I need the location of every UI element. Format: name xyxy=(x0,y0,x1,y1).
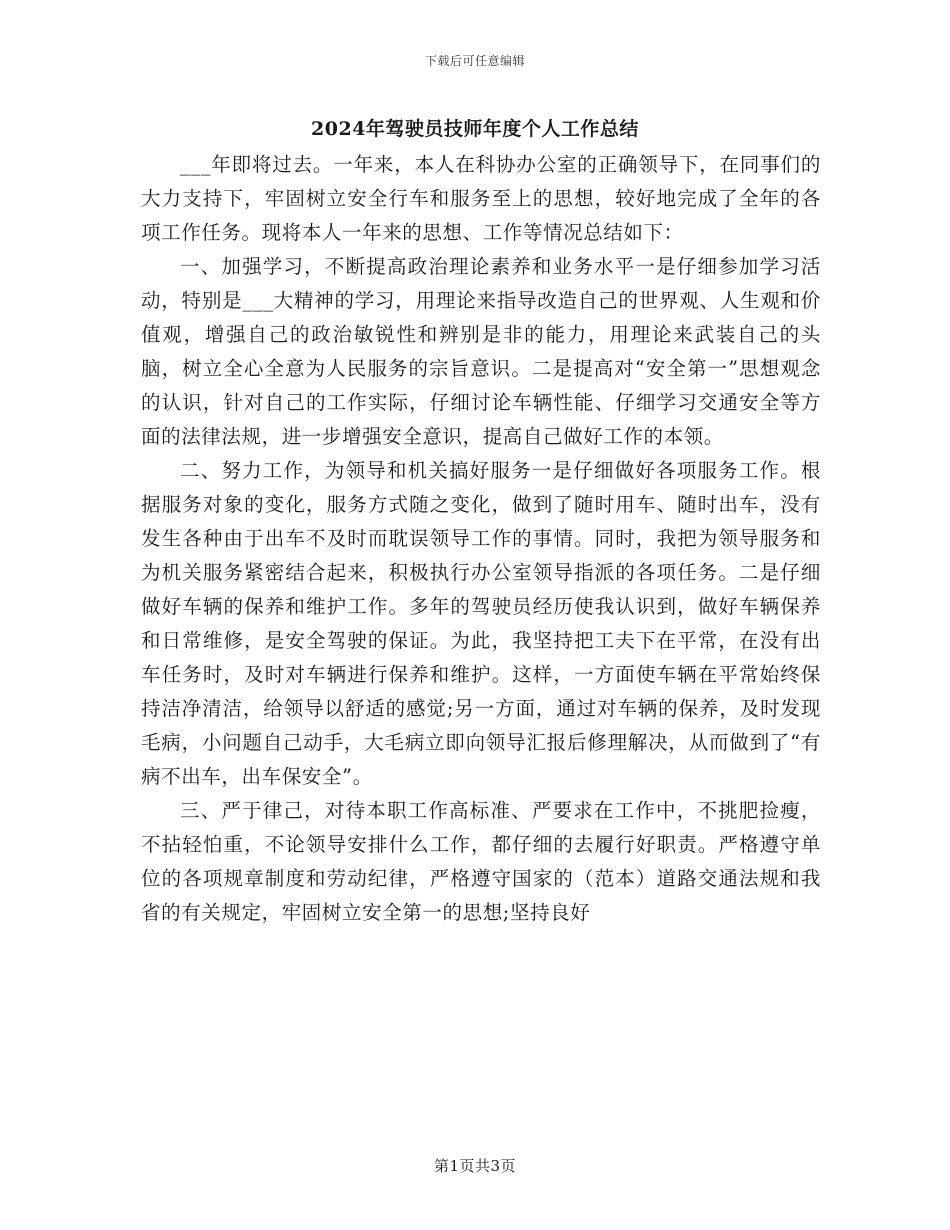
document-body xyxy=(141,148,821,930)
paragraph-section-2: 二、努力工作，为领导和机关搞好服务一是仔细做好各项服务工作。根据服务对象的变化，服务方式随之变化，做到了随时用车、随时出车，没有发生各种由于出车不及时而耽误领导工作的事情。同时，我把为领导服务和为机关服务紧密结合起来，积极执行办公室领导指派的各项任务。二是仔细做好车辆的保养和维护工作。多年的驾驶员经历使我认识到，做好车辆保养和日常维修，是安全驾驶的保证。为此，我坚持把工夫下在平常，在没有出车任务时，及时对车辆进行保养和维护。这样，一方面使车辆在平常始终保持洁净清洁，给领导以舒适的感觉;另一方面，通过对车辆的保养，及时发现毛病，小问题自己动手，大毛病立即向领导汇报后修理解决，从而做到了“有病不出车，出车保安全”。 xyxy=(141,459,821,788)
paragraph-section-1: 一、加强学习，不断提高政治理论素养和业务水平一是仔细参加学习活动，特别是___大精神的学习，用理论来指导改造自己的世界观、人生观和价值观，增强自己的政治敏锐性和辨别是非的能力，用理论来武装自己的头脑，树立全心全意为人民服务的宗旨意识。二是提高对“安全第一”思想观念的认识，针对自己的工作实际，仔细讨论车辆性能、仔细学习交通安全等方面的法律法规，进一步增强安全意识，提高自己做好工作的本领。 xyxy=(141,255,821,448)
page-header-note: 下载后可任意编辑 xyxy=(424,54,525,68)
paragraph-section-3: 三、严于律己，对待本职工作高标准、严要求在工作中，不挑肥捡瘦，不拈轻怕重，不论领导安排什么工作，都仔细的去履行好职责。严格遵守单位的各项规章制度和劳动纪律，严格遵守国家的（范本）道路交通法规和我省的有关规定，牢固树立安全第一的思想;坚持良好 xyxy=(141,799,821,924)
document-title: 2024年驾驶员技师年度个人工作总结 xyxy=(311,118,639,140)
paragraph-intro: ___年即将过去。一年来，本人在科协办公室的正确领导下，在同事们的大力支持下，牢固树立安全行车和服务至上的思想，较好地完成了全年的各项工作任务。现将本人一年来的思想、工作等情况总结如下： xyxy=(141,153,821,244)
page-number: 第1页共3页 xyxy=(433,1157,517,1175)
